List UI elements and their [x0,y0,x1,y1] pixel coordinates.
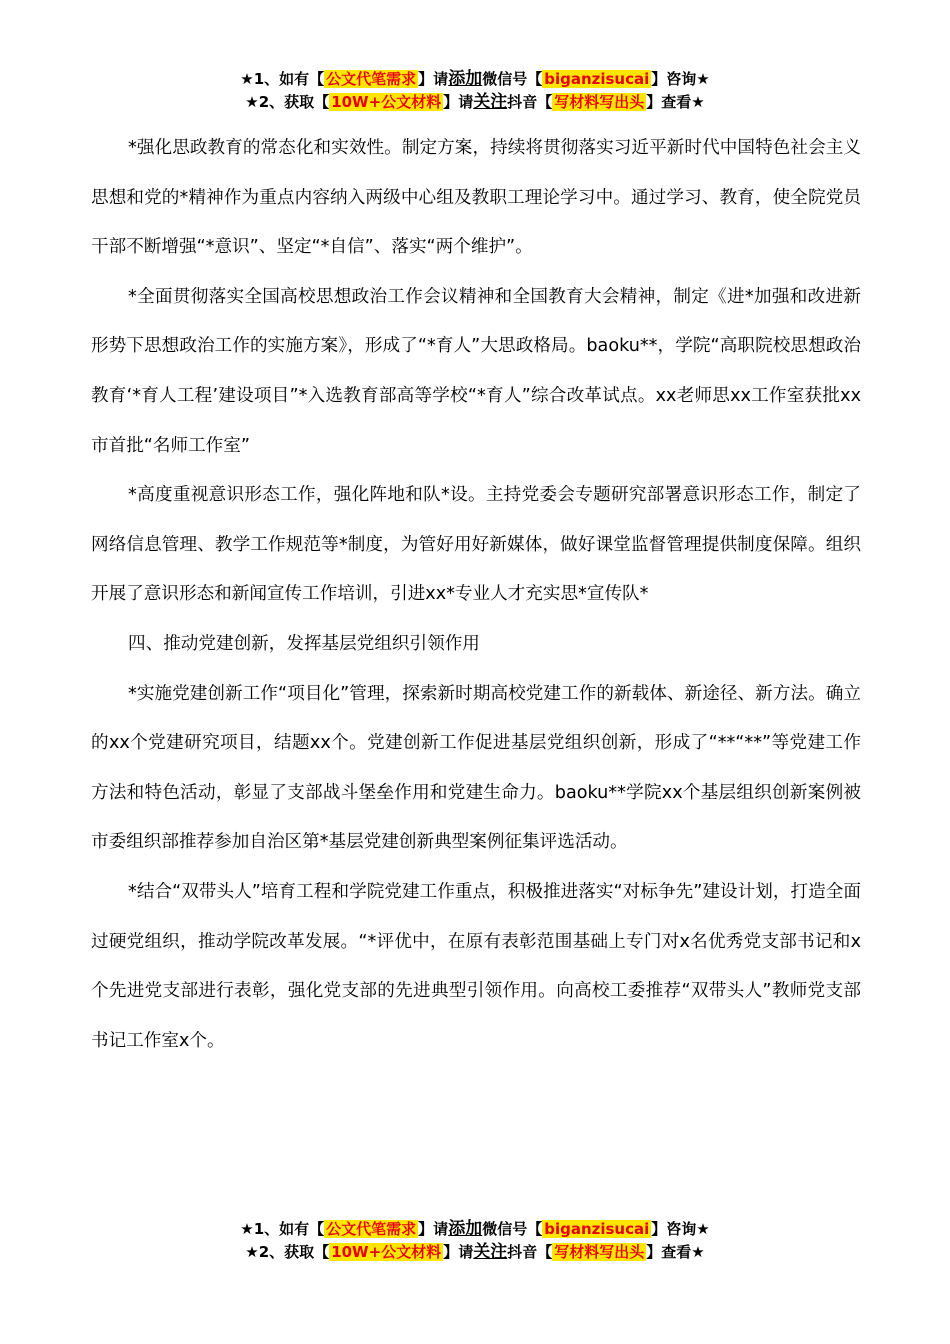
banner-text: 抖音【 [507,93,553,111]
banner-text: 】咨询★ [651,1220,710,1238]
emphasis-text: 关注 [473,1242,508,1262]
emphasis-text: 添加 [448,1219,483,1239]
wechat-id-highlight: biganzisucai [544,70,650,88]
banner-text: 】请 [443,1243,474,1261]
banner-text: 微信号【 [482,1220,543,1238]
douyin-account-highlight: 写材料写出头 [554,93,645,111]
banner-line-1 [0,1218,950,1241]
highlight-label: 公文代笔需求 [326,1220,417,1238]
emphasis-text: 关注 [473,92,508,112]
banner-text: ★1、如有【 [240,70,325,88]
highlight-label: 10W+公文材料 [331,1243,442,1261]
section-heading: 四、推动党建创新，发挥基层党组织引领作用 [128,633,480,654]
highlight-label: 公文代笔需求 [326,70,417,88]
document-body [91,124,861,1066]
banner-text: 】请 [443,93,474,111]
banner-text: 】查看★ [646,1243,705,1261]
highlight-label: 10W+公文材料 [331,93,442,111]
header-banner [0,68,950,114]
banner-text: ★2、获取【 [245,93,330,111]
banner-text: 抖音【 [507,1243,553,1261]
banner-line-2 [0,1241,950,1264]
banner-text: ★1、如有【 [240,1220,325,1238]
banner-text: 】请 [418,70,449,88]
paragraph: *强化思政教育的常态化和实效性。制定方案，持续将贯彻落实习近平新时代中国特色社会主义思想和党的*精神作为重点内容纳入两级中心组及教职工理论学习中。通过学习、教育，使全院党员干部不断增强“*意识”、坚定“*自信”、落实“两个维护”。 [91,138,861,258]
banner-text: 】咨询★ [651,70,710,88]
paragraph: *全面贯彻落实全国高校思想政治工作会议精神和全国教育大会精神，制定《进*加强和改进新形势下思想政治工作的实施方案》，形成了“*育人”大思政格局。baoku**，学院“高职院校思想政治教育‘*育人工程’建设项目”*入选教育部高等学校“*育人”综合改革试点。xx老师思xx工作室获批xx市首批“名师工作室” [91,286,861,456]
emphasis-text: 添加 [448,69,483,89]
paragraph: *实施党建创新工作“项目化”管理，探索新时期高校党建工作的新载体、新途径、新方法。确立的xx个党建研究项目，结题xx个。党建创新工作促进基层党组织创新，形成了“**“**”等党建工作方法和特色活动，彰显了支部战斗堡垒作用和党建生命力。baoku**学院xx个基层组织创新案例被市委组织部推荐参加自治区第*基层党建创新典型案例征集评选活动。 [91,683,861,853]
banner-text: 】请 [418,1220,449,1238]
banner-line-1 [0,68,950,91]
banner-text: ★2、获取【 [245,1243,330,1261]
banner-line-2 [0,91,950,114]
wechat-id-highlight: biganzisucai [544,1220,650,1238]
paragraph: *结合“双带头人”培育工程和学院党建工作重点，积极推进落实“对标争先”建设计划，打造全面过硬党组织，推动学院改革发展。“*评优中，在原有表彰范围基础上专门对x名优秀党支部书记和x个先进党支部进行表彰，强化党支部的先进典型引领作用。向高校工委推荐“双带头人”教师党支部书记工作室x个。 [91,881,861,1051]
banner-text: 】查看★ [646,93,705,111]
footer-banner [0,1218,950,1264]
douyin-account-highlight: 写材料写出头 [554,1243,645,1261]
banner-text: 微信号【 [482,70,543,88]
paragraph: *高度重视意识形态工作，强化阵地和队*设。主持党委会专题研究部署意识形态工作，制定了网络信息管理、教学工作规范等*制度，为管好用好新媒体，做好课堂监督管理提供制度保障。组织开展了意识形态和新闻宣传工作培训，引进xx*专业人才充实思*宣传队* [91,485,861,605]
